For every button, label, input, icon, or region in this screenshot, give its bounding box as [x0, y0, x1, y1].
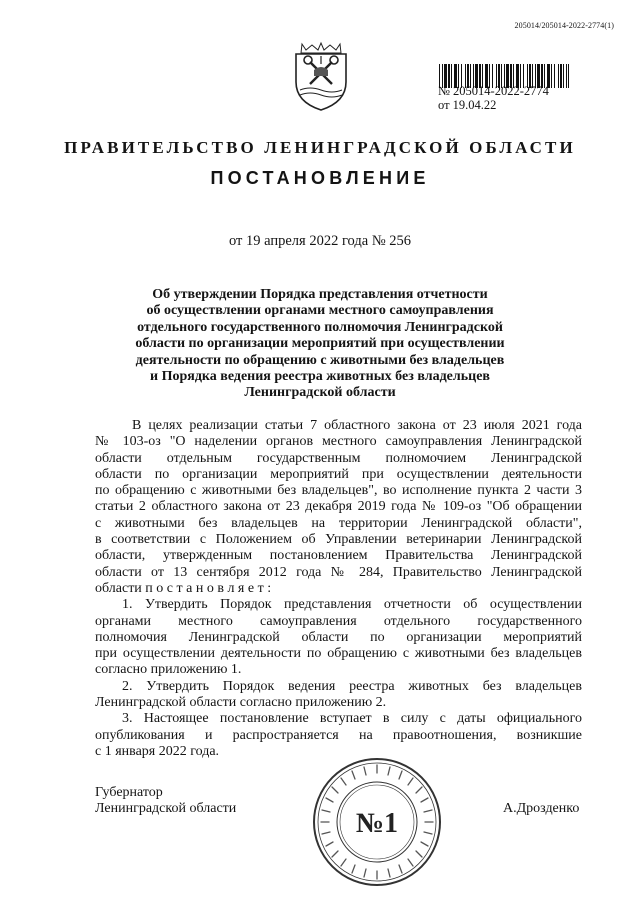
item-2-line: Ленинградской области согласно приложению 2.	[95, 695, 387, 711]
signatory-name: А.Дрозденко	[503, 801, 580, 816]
heading-line: Ленинградской области	[244, 385, 396, 401]
preamble-line: области по организации мероприятий при осуществлении деятельности	[95, 466, 582, 482]
barcode-bar	[560, 64, 562, 88]
item-1-line: при осуществлении деятельности по обращению с животными без владельцев	[95, 646, 582, 662]
preamble-line: В целях реализации статьи 7 областного закона от 23 июля 2021 года	[132, 418, 582, 433]
preamble-line: области, утвержденным постановлением Правительства Ленинградской	[95, 548, 582, 564]
seal-number: №1	[355, 808, 399, 839]
item-1-line: согласно приложению 1.	[95, 662, 242, 678]
preamble-line: № 103-оз "О наделении органов местного самоуправления Ленинградской	[95, 434, 582, 450]
coat-of-arms-emblem	[290, 40, 352, 112]
resolution-date-number: от 19 апреля 2022 года № 256	[228, 233, 412, 249]
item-2-line: 2. Утвердить Порядок ведения реестра животных без владельцев	[122, 678, 582, 694]
preamble-line: с животными без владельцев на территории Ленинградской области",	[95, 515, 582, 531]
heading-line: и Порядка ведения реестра животных без владельцев	[150, 369, 490, 385]
barcode-bar	[554, 64, 555, 88]
preamble-line: области отдельным государственным полномочием Ленинградской	[95, 450, 582, 466]
item-1-line: органами местного самоуправления отдельного государственного	[95, 613, 582, 629]
heading-line: Об утверждении Порядка представления отчетности	[152, 287, 488, 302]
item-3-line: 3. Настоящее постановление вступает в силу с даты официального	[122, 711, 582, 727]
barcode-bar	[558, 64, 559, 88]
heading-line: деятельности по обращению с животными без владельцев	[135, 352, 505, 368]
registration-number: № 205014-2022-2774	[438, 84, 549, 98]
item-3-line: опубликования и распространяется на правоотношения, возникшие	[95, 727, 582, 743]
preamble-line: области п о с т а н о в л я е т :	[95, 580, 272, 596]
preamble-line: статьи 2 областного закона от 23 декабря 2019 года № 109-оз "Об обращении	[95, 499, 582, 515]
item-1-line: 1. Утвердить Порядок представления отчетности об осуществлении	[122, 597, 582, 613]
registration-date: от 19.04.22	[438, 98, 497, 112]
document-type: ПОСТАНОВЛЕНИЕ	[210, 168, 430, 188]
preamble-line: области от 13 сентября 2012 года № 284, Правительство Ленинградской	[95, 564, 582, 580]
barcode-bar	[551, 64, 552, 88]
preamble-line: в соответствии с Положением об Управлении ветеринарии Ленинградской	[95, 532, 582, 548]
document-code: 205014/205014-2022-2774(1)	[514, 21, 614, 30]
item-3-line: с 1 января 2022 года.	[95, 743, 220, 759]
barcode-bar	[563, 64, 564, 88]
barcode-bar	[568, 64, 569, 88]
signatory-position-line1: Губернатор	[95, 785, 163, 800]
official-seal-stamp	[311, 756, 443, 888]
item-1-line: полномочия Ленинградской области по организации мероприятий	[95, 629, 582, 645]
barcode-bar	[566, 64, 567, 88]
signatory-position-line2: Ленинградской области	[95, 801, 237, 816]
heading-line: области по организации мероприятий при осуществлении	[135, 336, 505, 352]
resolution-heading	[110, 287, 530, 402]
resolution-body	[95, 418, 582, 760]
preamble-line: по обращению с животными без владельцев", во исполнение пункта 2 части 3	[95, 483, 582, 499]
heading-line: отдельного государственного полномочия Ленинградской	[137, 319, 503, 335]
heading-line: об осуществлении органами местного самоуправления	[146, 303, 494, 319]
government-title: ПРАВИТЕЛЬСТВО ЛЕНИНГРАДСКОЙ ОБЛАСТИ	[64, 138, 576, 157]
